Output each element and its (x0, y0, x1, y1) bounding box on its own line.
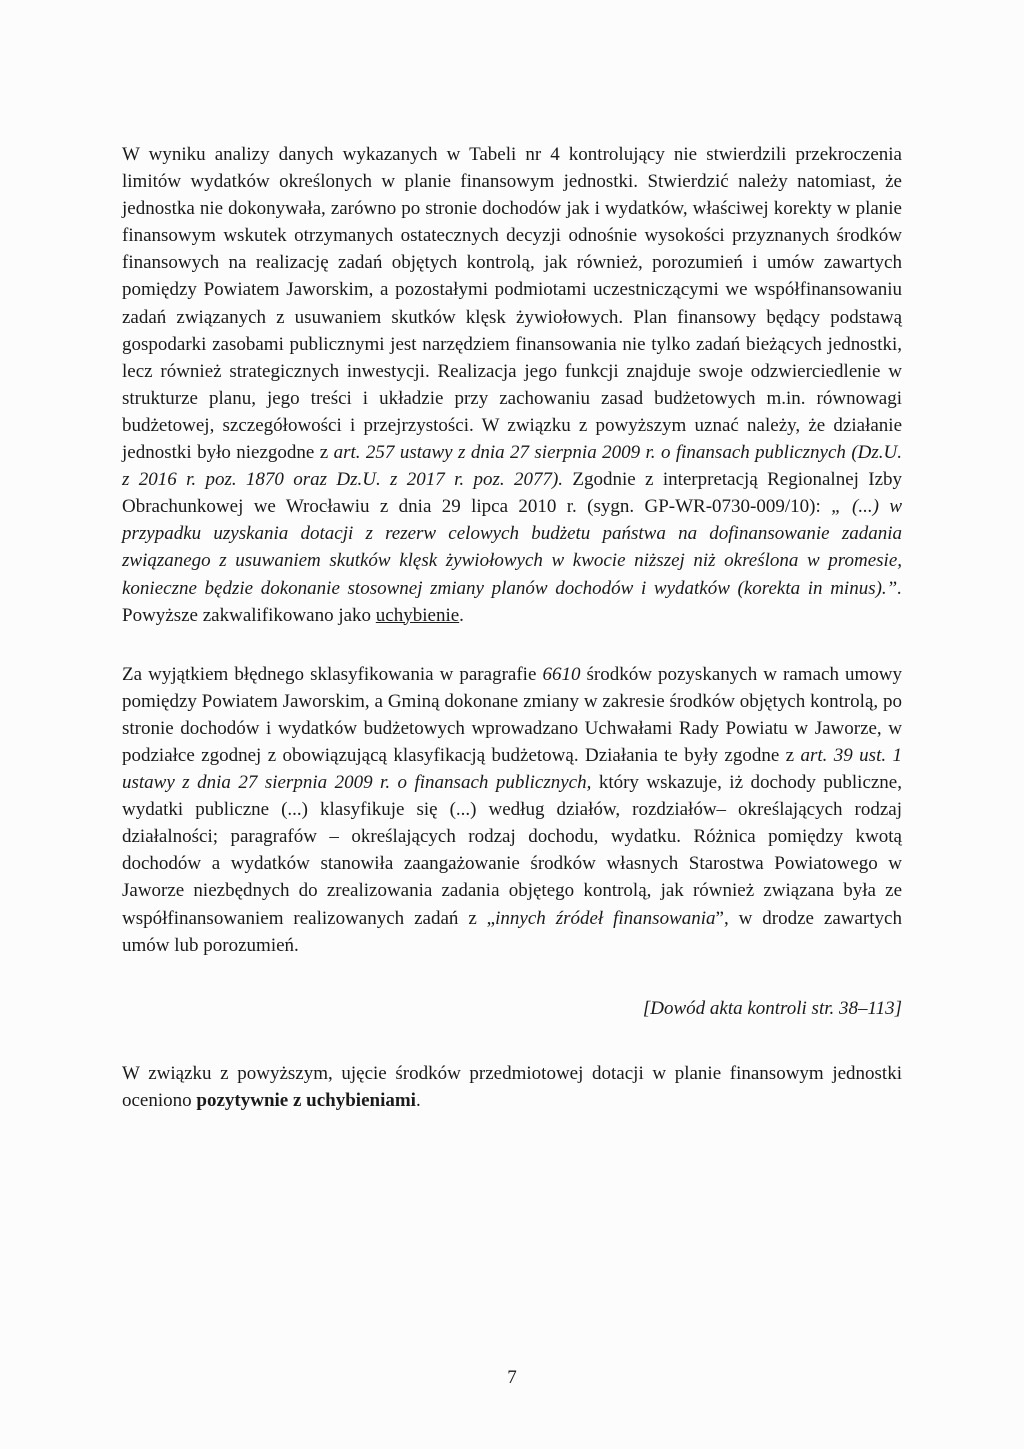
rio-quote: „ (...) w przypadku uzyskania dotacji z rezerw celowych budżetu państwa na dofinansowanie zadania związanego z usuwaniem skutków klęsk żywiołowych w kwocie niższej niż określona w promesie, konieczne będzie dokonanie stosownej zmiany planów dochodów i wydatków (korekta in minus).”. (122, 496, 902, 599)
paragraph-conclusion (122, 1060, 902, 1114)
italic-phrase: innych źródeł finansowania (495, 907, 716, 929)
paragraph-classification (122, 661, 902, 959)
page-number: 7 (507, 1367, 517, 1388)
qualification-underlined: uchybienie (375, 604, 460, 626)
assessment-bold: pozytywnie z uchybieniami (196, 1089, 416, 1111)
paragraph-text: środków pozyskanych w ramach umowy pomiędzy Powiatem Jaworskim, a Gminą dokonane zmiany w zakresie środków objętych kontrolą, po stronie dochodów i wydatków budżetowych wprowadzano Uchwałami Rady Powiatu w Jaworze, w podziałce zgodnej z obowiązującą klasyfikacją budżetową. Działania te były zgodne z (122, 663, 902, 766)
budget-paragraph-number: 6610 (542, 663, 581, 685)
paragraph-text: Powyższe zakwalifikowano jako (122, 604, 376, 626)
page-content (122, 141, 902, 1114)
paragraph-text: ”, w drodze zawartych umów lub porozumień. (122, 907, 902, 956)
paragraph-text: W wyniku analizy danych wykazanych w Tabeli nr 4 kontrolujący nie stwierdzili przekroczenia limitów wydatków określonych w planie finansowym jednostki. Stwierdzić należy natomiast, że jednostka nie dokonywała, zarówno po stronie dochodów jak i wydatków, właściwej korekty w planie finansowym wskutek otrzymanych ostatecznych decyzji odnośnie wysokości przyznanych środków finansowych na realizację zadań objętych kontrolą, jak również, porozumień i umów zawartych pomiędzy Powiatem Jaworskim, a pozostałymi podmiotami uczestniczącymi we współfinansowaniu zadań związanych z usuwaniem skutków klęsk żywiołowych. Plan finansowy będący podstawą gospodarki zasobami publicznymi jest narzędziem finansowania nie tylko zadań bieżących jednostki, lecz również strategicznych inwestycji. Realizacja jego funkcji znajduje swoje odzwierciedlenie w strukturze planu, jego treści i układzie przy zachowaniu zasad budżetowych m.in. równowagi budżetowej, szczegółowości i przejrzystości. W związku z powyższym uznać należy, że działanie jednostki było niezgodne z (122, 144, 902, 464)
paragraph-text: Zgodnie z interpretacją Regionalnej Izby Obrachunkowej we Wrocławiu z dnia 29 lipca 2010 r. (sygn. GP-WR-0730-009/10): (122, 469, 902, 518)
evidence-reference: [Dowód akta kontroli str. 38–113] (642, 997, 902, 1019)
paragraph-text: . (459, 604, 464, 626)
paragraph-text: który wskazuje, iż dochody publiczne, wydatki publiczne (...) klasyfikuje się (...) według działów, rozdziałów– określających rodzaj działalności; paragrafów – określających rodzaj dochodu, wydatku. Różnica pomiędzy kwotą dochodów a wydatków stanowiła zaangażowanie środków własnych Starostwa Powiatowego w Jaworze niezbędnych do zrealizowania zadania objętego kontrolą, jak również związana była ze współfinansowaniem realizowanych zadań z „ (122, 772, 902, 929)
paragraph-text: W związku z powyższym, ujęcie środków przedmiotowej dotacji w planie finansowym jednostki oceniono (122, 1062, 902, 1111)
paragraph-text: . (415, 1089, 421, 1111)
law-reference: art. 257 ustawy z dnia 27 sierpnia 2009 r. o finansach publicznych (Dz.U. z 2016 r. poz. 1870 oraz Dz.U. z 2017 r. poz. 2077). (122, 442, 902, 491)
paragraph-text: Za wyjątkiem błędnego sklasyfikowania w paragrafie (122, 663, 543, 685)
paragraph-findings (122, 141, 902, 629)
law-reference: art. 39 ust. 1 ustawy z dnia 27 sierpnia 2009 r. o finansach publicznych, (122, 744, 902, 794)
